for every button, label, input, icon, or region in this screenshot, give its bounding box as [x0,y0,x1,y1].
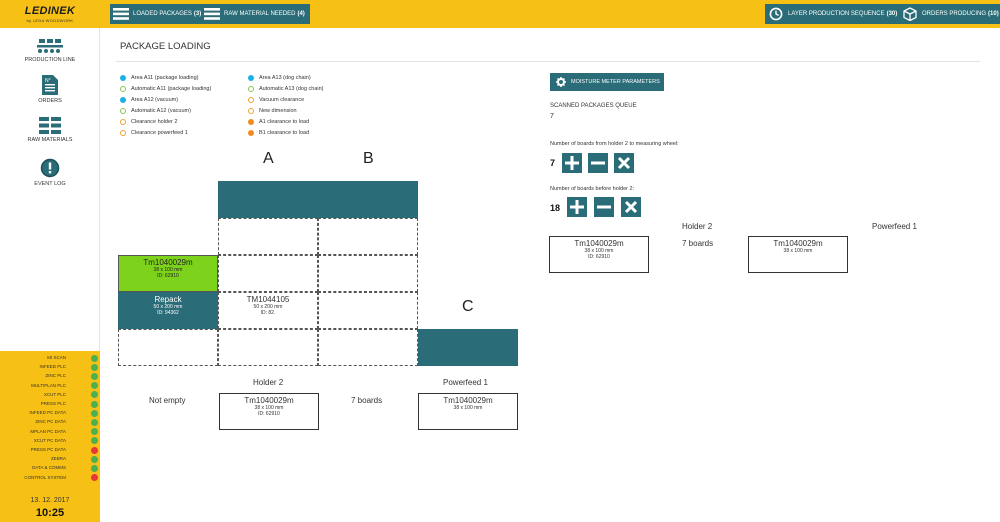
legend-item [120,105,250,116]
legend-item [248,116,378,127]
package-name: Repack [154,295,182,304]
slot-a4-package[interactable] [218,292,318,329]
slot-package-green[interactable] [118,255,218,292]
status-indicator-icon [91,456,98,463]
status-indicator-icon [91,447,98,454]
list-icon [113,7,129,21]
slot-b4-empty[interactable] [318,292,418,329]
increment-before-button[interactable] [567,197,587,217]
legend-label: Vacuum clearance [259,96,305,103]
boards-before-holder2-text: Number of boards before holder 2: [550,186,635,192]
legend-item [120,72,250,83]
package-dimension: 50 x 200 mm [153,304,183,310]
nav-event-log-label: EVENT LOG [34,181,66,187]
legend-column-right [248,72,378,138]
package-dimension: 38 x 100 mm [453,405,483,411]
legend-dot-icon [248,75,254,81]
status-label: ZINC PC DATA [35,419,66,425]
legend-column-left [120,72,250,138]
orders-producing-button[interactable] [899,4,1000,24]
package-dimension: 38 x 100 mm [584,248,614,254]
page-title: PACKAGE LOADING [120,41,211,52]
legend-label: Automatic A12 (vacuum) [131,107,191,114]
powerfeed-1-package[interactable] [418,393,518,430]
legend-dot-icon [248,108,254,114]
legend-dot-icon [120,130,126,136]
status-indicator-icon [91,401,98,408]
status-indicator-icon [91,364,98,371]
clock-icon [768,7,784,21]
svg-text:N°: N° [45,78,51,84]
legend-dot-icon [120,75,126,81]
status-indicator-icon [91,437,98,444]
legend-item [120,83,250,94]
legend-label: New dimension [259,107,297,114]
slot-a5-empty[interactable] [218,329,318,366]
title-divider [116,61,980,62]
status-label: DATA & COMMS [32,465,66,471]
column-a-label: A [263,150,274,167]
slot-b3-empty[interactable] [318,255,418,292]
column-b-label: B [363,150,374,167]
holder-2-package[interactable] [219,393,319,430]
legend-item [248,83,378,94]
legend-dot-icon [248,119,254,125]
decrement-before-button[interactable] [594,197,614,217]
orders-producing-label: ORDERS PRODUCING [922,11,987,17]
boards-before-holder2-value: 18 [550,203,561,213]
package-name: Tm1040029m [574,239,624,248]
slot-a2-empty[interactable] [218,218,318,255]
layer-sequence-label: LAYER PRODUCTION SEQUENCE [788,11,885,17]
close-icon [617,156,631,170]
boards-holder2-value: 7 [550,158,556,168]
package-id: ID: 94362 [157,310,179,316]
status-label: ZINC PLC [45,373,66,379]
main-content [100,28,1000,494]
scanned-queue-title: SCANNED PACKAGES QUEUE [550,103,637,109]
slot-b5-empty[interactable] [318,329,418,366]
legend-dot-icon [248,86,254,92]
legend-label: Area A13 (dog chain) [259,74,311,81]
package-dimension: 50 x 200 mm [253,304,283,310]
gear-icon [556,77,566,87]
status-label: INFEED PLC [39,364,66,370]
loaded-packages-label: LOADED PACKAGES [133,11,192,17]
status-indicator-icon [91,382,98,389]
legend-item [248,72,378,83]
loaded-packages-button[interactable] [110,4,206,24]
nav-raw-materials-label: RAW MATERIALS [27,137,73,143]
status-label: MULTIPLAN PLC [31,382,66,388]
layer-sequence-count: (30) [886,11,898,17]
right-holder-2-package[interactable] [549,236,649,273]
legend-dot-icon [248,97,254,103]
slot-c-package[interactable] [418,329,518,366]
plus-icon [570,200,584,214]
right-boards-count: 7 boards [682,239,714,248]
increment-holder2-button[interactable] [562,153,582,173]
slot-a1-package[interactable] [218,181,318,218]
legend-item [120,116,250,127]
legend-dot-icon [248,130,254,136]
raw-materials-icon [39,117,61,134]
status-indicator-icon [91,419,98,426]
sidebar [0,28,100,519]
layer-production-sequence-button[interactable] [765,4,902,24]
clear-holder2-button[interactable] [614,153,634,173]
package-id: ID: 82. [260,310,276,316]
package-dimension: 38 x 100 mm [783,248,813,254]
clear-before-button[interactable] [621,197,641,217]
legend-dot-icon [120,108,126,114]
moisture-meter-label: MOISTURE METER PARAMETERS [571,79,660,85]
package-id: ID: 62910 [588,254,610,260]
status-label: MPLAN PC DATA [30,428,66,434]
column-c-label: C [462,298,474,315]
top-bar [0,0,1000,28]
status-label: CONTROL SYSTEM [24,474,66,480]
event-log-icon [40,158,60,178]
status-time: 10:25 [35,507,65,519]
status-label: MI SCAN [47,355,66,360]
legend-item [248,105,378,116]
right-powerfeed-1-label: Powerfeed 1 [872,222,917,231]
status-indicator-icon [91,355,98,362]
status-label: INFEED PC DATA [29,410,66,416]
legend-label: B1 clearance to load [259,129,310,136]
nav-event-log[interactable] [0,158,100,187]
orders-icon [42,75,58,95]
not-empty-status: Not empty [149,396,186,405]
status-label: ZEBRA [50,456,66,462]
minus-icon [591,156,605,170]
powerfeed-1-label: Powerfeed 1 [443,378,488,387]
package-name: Tm1040029m [244,396,294,405]
package-name: Tm1040029m [143,258,193,267]
logo-subtitle: by LEDA WOODWORK [26,18,74,23]
nav-production-line-label: PRODUCTION LINE [24,57,76,63]
package-id: ID: 62910 [157,273,179,279]
scanned-queue-value: 7 [550,113,554,120]
raw-material-label: RAW MATERIAL NEEDED [224,11,296,17]
status-indicator-icon [91,391,98,398]
legend-label: Clearance holder 2 [131,118,178,125]
box-icon [902,7,918,21]
slot-repack[interactable] [118,292,218,329]
status-indicator-icon [91,373,98,380]
status-label: PRESS PC DATA [30,447,66,452]
package-name: TM1044105 [246,295,290,304]
legend-label: Automatic A13 (dog chain) [259,85,324,92]
boards-count: 7 boards [351,396,383,405]
legend-item [248,127,378,138]
status-label: XCUT PC DATA [33,437,66,443]
production-line-icon [37,39,63,54]
legend-label: Area A12 (vacuum) [131,96,179,103]
decrement-holder2-button[interactable] [588,153,608,173]
status-label: PRESS PLC [40,401,66,406]
package-name: Tm1040029m [443,396,493,405]
legend-item [120,127,250,138]
loading-grid [118,181,518,368]
legend-dot-icon [120,97,126,103]
close-icon [624,200,638,214]
list-icon [204,7,220,21]
legend-label: Automatic A11 (package loading) [131,85,212,92]
status-indicator-icon [91,428,98,435]
nav-raw-materials[interactable] [0,117,100,143]
nav-orders-label: ORDERS [38,98,62,104]
right-powerfeed-1-package[interactable] [748,236,848,273]
slot-b1-package[interactable] [318,181,418,218]
raw-material-needed-button[interactable] [201,4,310,24]
boards-holder2-text: Number of boards from holder 2 to measuring wheel: [550,141,679,147]
status-indicator-icon [91,410,98,417]
status-label: XCUT PLC [43,391,66,397]
system-status-panel [0,351,100,522]
legend-item [120,94,250,105]
minus-icon [597,200,611,214]
moisture-meter-parameters-button[interactable] [550,73,664,91]
plus-icon [565,156,579,170]
legend-label: Clearance powerfeed 1 [131,129,188,136]
raw-material-count: (4) [297,11,305,17]
package-dimension: 38 x 100 mm [254,405,284,411]
legend-dot-icon [120,86,126,92]
package-id: ID: 62910 [258,411,280,417]
package-name: Tm1040029m [773,239,823,248]
slot-a3-empty[interactable] [218,255,318,292]
right-holder-2-label: Holder 2 [682,222,713,231]
legend-dot-icon [120,119,126,125]
loaded-packages-count: (3) [193,11,202,17]
package-dimension: 38 x 100 mm [153,267,183,273]
holder-2-label: Holder 2 [253,378,284,387]
orders-producing-count: (10) [988,11,999,17]
status-date: 13. 12. 2017 [30,497,70,504]
status-indicator-icon [91,465,98,472]
slot-row5-empty[interactable] [118,329,218,366]
nav-orders[interactable] [0,75,100,104]
ledinek-logo [0,0,100,28]
nav-production-line[interactable] [0,39,100,63]
legend-item [248,94,378,105]
slot-b2-empty[interactable] [318,218,418,255]
legend-label: Area A11 (package loading) [131,74,199,81]
logo-brand: LEDINEK [24,5,76,17]
status-row [0,473,100,483]
status-indicator-icon [91,474,98,481]
legend-label: A1 clearance to load [259,118,310,125]
